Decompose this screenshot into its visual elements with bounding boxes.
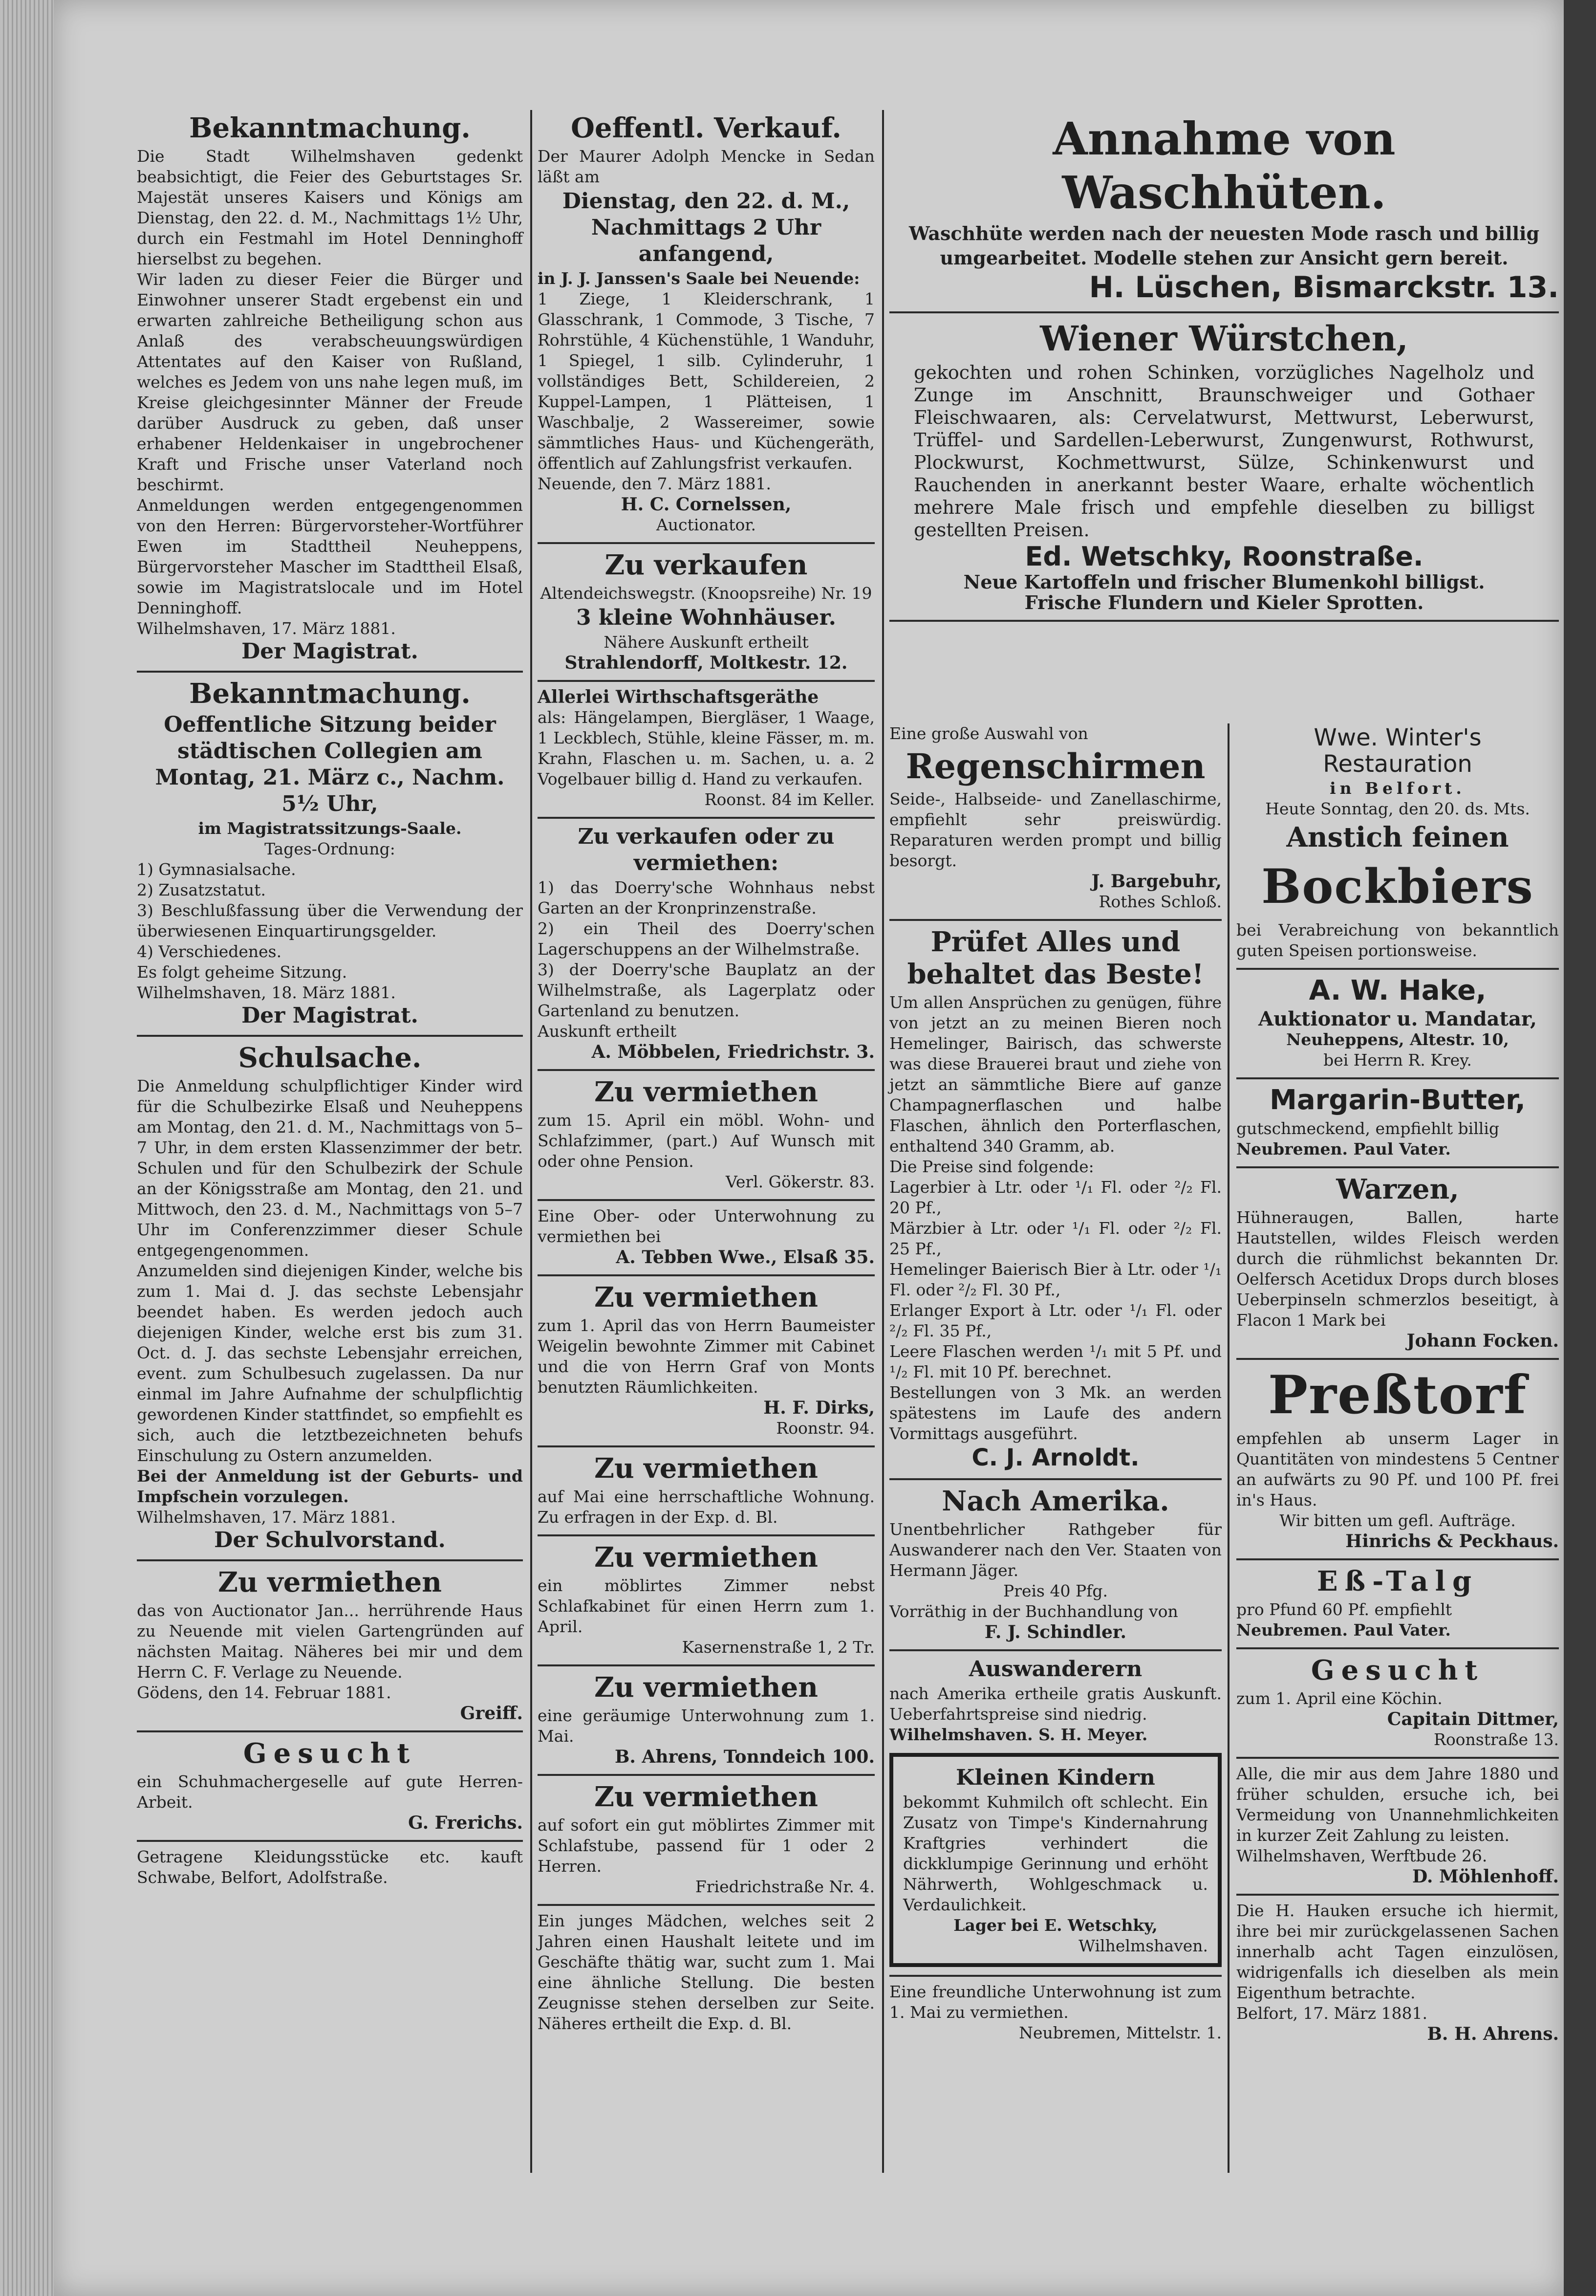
ad-schulsache — [137, 1042, 523, 1553]
ad-signature: Johann Focken. — [1406, 1331, 1559, 1351]
ad-body: Anzumelden sind diejenigen Kinder, welche bis zum 1. Mai d. J. das sechste Lebensjahr beendet haben. Es werden jedoch auch diejenigen Kinder, welche erst bis zum 31. Oct. d. J. das sechste Lebensjahr erreichen, event. zum Schulbesuch zugelassen. Da nur einmal im Jahre Aufnahme der schulpflichtig gewordenen Kinder stattfindet, so empfiehlt es sich, auch die letztbezeichneten behufs Einschulung zu Ostern anzumelden. — [137, 1261, 523, 1465]
ad-signature: B. Ahrens, Tonndeich 100. — [614, 1747, 875, 1767]
ad-title: Kleinen Kindern — [956, 1765, 1155, 1790]
ad-body: bei Verabreichung von bekanntlich guten Speisen portionsweise. — [1236, 920, 1559, 960]
ad-price: Preis 40 Pfg. — [1003, 1581, 1108, 1600]
ad-hake — [1236, 975, 1559, 1071]
divider — [137, 671, 523, 673]
ad-oeffentl-verkauf — [538, 112, 875, 535]
ad-bekanntmachung-feier — [137, 112, 523, 664]
ad-subtitle: 3 kleine Wohnhäuser. — [576, 605, 837, 630]
ad-winter-restauration — [1236, 724, 1559, 961]
ad-title: Zu verkaufen oder zu vermiethen: — [578, 824, 835, 875]
ad-signature-address: Rothes Schloß. — [1099, 892, 1222, 911]
divider — [889, 620, 1559, 622]
ad-zu-verkaufen-haeuser — [538, 549, 875, 673]
ad-presstorf — [1236, 1365, 1559, 1552]
ad-title: Nach Amerika. — [942, 1485, 1169, 1517]
ad-ober-unterwohnung — [538, 1206, 875, 1268]
divider — [1236, 1757, 1559, 1759]
price-item: Erlanger Export à Ltr. oder ¹/₁ Fl. oder ²/₂ Fl. 35 Pf., — [889, 1301, 1222, 1340]
price-item: Hemelinger Baierisch Bier à Ltr. oder ¹/₁ Fl. oder ²/₂ Fl. 30 Pf., — [889, 1260, 1222, 1299]
ad-note: Es folgt geheime Sitzung. — [137, 962, 347, 982]
divider — [538, 1664, 875, 1666]
ad-signature: Neubremen. Paul Vater. — [1236, 1620, 1451, 1640]
ad-bekanntmachung-sitzung — [137, 678, 523, 1028]
ad-signature: Der Magistrat. — [241, 1003, 418, 1028]
ad-signature: Der Schulvorstand. — [214, 1528, 446, 1553]
ad-signature: H. Lüschen, Bismarckstr. 13. — [1089, 270, 1559, 305]
ad-title: Zu verkaufen — [604, 549, 808, 581]
ad-vermiethen-haus — [137, 1566, 523, 1724]
ad-body: eine geräumige Unterwohnung zum 1. Mai. — [538, 1706, 875, 1746]
ad-signature-address: Roonstr. 94. — [776, 1419, 875, 1438]
ad-title: Zu vermiethen — [594, 1541, 818, 1574]
divider — [538, 542, 875, 544]
divider — [1236, 1166, 1559, 1168]
ad-pruefet-alles — [889, 926, 1222, 1471]
price-item: Leere Flaschen werden ¹/₁ mit 5 Pf. und ¹/₂ Fl. mit 10 Pf. berechnet. — [889, 1342, 1222, 1381]
ad-date: Gödens, den 14. Februar 1881. — [137, 1683, 391, 1702]
ad-place: im Magistratssitzungs-Saale. — [198, 819, 462, 838]
ad-signature-place: Wilhelmshaven. — [1078, 1936, 1208, 1955]
ad-date: Neuende, den 7. März 1881. — [538, 474, 772, 493]
ad-signature: Neubremen, Mittelstr. 1. — [1019, 2023, 1222, 2042]
ad-vermiethen-3 — [538, 1452, 875, 1528]
ad-title: Prüfet Alles und behaltet das Beste! — [907, 926, 1204, 990]
ad-vermiethen-5 — [538, 1671, 875, 1767]
ad-title: A. W. Hake, — [1309, 975, 1487, 1006]
ad-body: Anmeldungen werden entgegengenommen von den Herren: Bürgervorsteher-Wortführer Ewen im Stadttheil Neuheppens, Bürgervorsteher Mascher im Stadttheil Elsaß, sowie im Magistratslocale und im Hotel Denninghoff. — [137, 496, 523, 617]
divider — [1236, 1894, 1559, 1896]
ad-vermiethen-2 — [538, 1281, 875, 1439]
ad-title: Eß-Talg — [1316, 1565, 1479, 1597]
ad-extra: Frische Flundern und Kieler Sprotten. — [1024, 591, 1424, 613]
divider — [1236, 1077, 1559, 1079]
ad-body: Hühneraugen, Ballen, harte Hautstellen, wildes Fleisch werden durch die rühmlichst bekannten Dr. Oelfersch Acetidux Drops durch bloses Ueberpinseln schmerzlos beseitigt, à Flacon 1 Mark bei — [1236, 1208, 1559, 1330]
ad-date: Heute Sonntag, den 20. ds. Mts. — [1265, 799, 1530, 818]
divider — [889, 919, 1222, 921]
ad-place: in J. J. Janssen's Saale bei Neuende: — [538, 269, 860, 288]
ad-title: Zu vermiethen — [594, 1452, 818, 1485]
ad-body: Die Stadt Wilhelmshaven gedenkt beabsichtigt, die Feier des Geburtstages Sr. Majestät unseres Kaisers und Königs am Dienstag, den 22. d. M., Nachmittags 1½ Uhr, durch ein Festmahl im Hotel Denninghoff hierselbst zu begehen. — [137, 147, 523, 268]
top-right-block — [889, 110, 1559, 627]
ad-body: gutschmeckend, empfiehlt billig — [1236, 1119, 1500, 1138]
ad-intro: Der Maurer Adolph Mencke in Sedan läßt am — [538, 147, 875, 186]
column-rule — [1228, 723, 1229, 2173]
divider — [137, 1730, 523, 1732]
ad-title: Zu vermiethen — [218, 1566, 442, 1598]
ad-title: Regenschirmen — [906, 746, 1206, 787]
ad-body: Alle, die mir aus dem Jahre 1880 und früher schulden, ersuche ich, bei Vermeidung von Unannehmlichkeiten in kurzer Zeit Zahlung zu leisten. — [1236, 1764, 1559, 1845]
ad-signature: G. Frerichs. — [408, 1813, 523, 1833]
ad-date: Wilhelmshaven, 17. März 1881. — [137, 619, 396, 638]
ad-body: zum 1. April das von Herrn Baumeister Weigelin bewohnte Zimmer mit Cabinet und die von Herrn Graf von Monts benutzten Räumlichkeiten. — [538, 1316, 875, 1397]
ad-subtitle: Dienstag, den 22. d. M., Nachmittags 2 Uhr anfangend, — [562, 189, 850, 266]
ad-signature: Lager bei E. Wetschky, — [953, 1916, 1158, 1935]
ad-body: das von Auctionator Jan... herrührende Haus zu Neuende mit vielen Gartengründen auf nächsten Maitag. Näheres bei mir und dem Herrn C. F. Verlage zu Neuende. — [137, 1601, 523, 1682]
ad-signature: Ed. Wetschky, Roonstraße. — [1025, 541, 1423, 572]
agenda-item: 4) Verschiedenes. — [137, 942, 282, 961]
divider — [538, 1774, 875, 1776]
ad-body: Waschhüte werden nach der neuesten Mode rasch und billig umgearbeitet. Modelle stehen zur Ansicht gern bereit. — [908, 222, 1540, 269]
ad-schulden — [1236, 1764, 1559, 1887]
ad-headline: Bockbiers — [1261, 859, 1534, 914]
ad-title: Zu vermiethen — [594, 1671, 818, 1704]
ad-title: Auswanderern — [969, 1657, 1143, 1682]
ad-signature: H. F. Dirks, — [763, 1398, 875, 1418]
ad-address: Altendeichswegstr. (Knoopsreihe) Nr. 19 — [540, 584, 872, 603]
page-edge — [0, 0, 54, 2296]
agenda-label: Tages-Ordnung: — [264, 839, 395, 858]
ad-waschhuete — [889, 112, 1559, 305]
ad-margarin — [1236, 1084, 1559, 1159]
ad-body: auf Mai eine herrschaftliche Wohnung. Zu erfragen in der Exp. d. Bl. — [538, 1487, 875, 1527]
ad-intro: Eine große Auswahl von — [889, 724, 1088, 743]
column-4 — [1236, 723, 1559, 2051]
divider — [137, 1035, 523, 1037]
ad-date: Belfort, 17. März 1881. — [1236, 2004, 1427, 2023]
ad-signature: Friedrichstraße Nr. 4. — [695, 1877, 875, 1896]
divider — [1236, 1647, 1559, 1649]
divider — [538, 1534, 875, 1536]
ad-title: Zu vermiethen — [594, 1076, 818, 1108]
ad-title: Warzen, — [1336, 1173, 1459, 1205]
agenda-item: 3) Beschlußfassung über die Verwendung der überwiesenen Einquartirungsgelder. — [137, 901, 523, 940]
ad-signature: Strahlendorff, Moltkestr. 12. — [564, 653, 848, 673]
ad-signature: Greiff. — [460, 1703, 523, 1724]
ad-signature: Hinrichs & Peckhaus. — [1345, 1531, 1559, 1552]
divider — [538, 1274, 875, 1276]
ad-title: Bekanntmachung. — [189, 112, 471, 144]
ad-note: Bestellungen von 3 Mk. an werden spätestens im Laufe des andern Vormittags ausgeführt. — [889, 1383, 1222, 1443]
divider — [889, 1478, 1222, 1480]
ad-body: Bei der Anmeldung ist der Geburts- und Impfschein vorzulegen. — [137, 1466, 523, 1506]
ad-title: Margarin-Butter, — [1270, 1084, 1526, 1116]
ad-note: Wir bitten um gefl. Aufträge. — [1279, 1511, 1516, 1530]
ad-body: auf sofort ein gut möblirtes Zimmer mit Schlafstube, passend für 1 oder 2 Herren. — [538, 1815, 875, 1876]
ad-signature: F. J. Schindler. — [984, 1622, 1127, 1642]
ad-auswanderern — [889, 1656, 1222, 1745]
ad-signature: A. Möbbelen, Friedrichstr. 3. — [591, 1042, 875, 1062]
ad-body: Eine Ober- oder Unterwohnung zu vermiethen bei — [538, 1206, 875, 1246]
ad-title: Wiener Würstchen, — [1040, 318, 1408, 359]
ad-body: pro Pfund 60 Pf. empfiehlt — [1236, 1600, 1452, 1619]
divider — [1236, 1358, 1559, 1360]
ad-vermiethen-1 — [538, 1076, 875, 1192]
ad-store: Vorräthig in der Buchhandlung von — [889, 1602, 1178, 1621]
ad-body: Die H. Hauken ersuche ich hiermit, ihre bei mir zurückgelassenen Sachen innerhalb acht Tagen einzulösen, widrigenfalls ich dieselben als mein Eigenthum betrachte. — [1236, 1901, 1559, 2002]
divider — [137, 1559, 523, 1561]
ad-unterwohnung — [889, 1982, 1222, 2043]
ad-body: Eine freundliche Unterwohnung ist zum 1. Mai zu vermiethen. — [889, 1982, 1222, 2022]
ad-body: Wir laden zu dieser Feier die Bürger und Einwohner unserer Stadt ergebenst ein und erwarten zahlreiche Betheiligung schon aus Anlaß des verabscheuungswürdigen Attentates auf den Kaiser von Rußland, welches es Jedem von uns nahe legen muß, im Kreise gleichgesinnter Männer der Freude darüber Ausdruck zu geben, daß unser erhabener Heldenkaiser in ungebrochener Kraft und Frische unser Vaterland noch beschirmt. — [137, 270, 523, 494]
ad-signature-address: Roonstraße 13. — [1433, 1730, 1559, 1749]
ad-subtitle: Anstich feinen — [1286, 821, 1509, 853]
divider — [889, 1975, 1222, 1977]
ad-body: zum 15. April ein möbl. Wohn- und Schlafzimmer, (part.) Auf Wunsch mit oder ohne Pension. — [538, 1111, 875, 1171]
ad-gesucht-schuhmacher — [137, 1737, 523, 1833]
ad-nach-amerika — [889, 1485, 1222, 1642]
ad-subtitle: Oeffentliche Sitzung beider städtischen Collegien am Montag, 21. März c., Nachm. 5½ Uhr, — [155, 712, 505, 816]
column-3 — [889, 723, 1222, 2050]
ad-body: Die Anmeldung schulpflichtiger Kinder wird für die Schulbezirke Elsaß und Neuheppens am Montag, den 21. d. M., Nachmittags von 5–7 Uhr, in dem ersten Klassenzimmer der betr. Schulen und für den Schulbezirk der Schule an der Königsstraße am Montag, den 21. und Mittwoch, den 23. d. M., Nachmittags von 5–7 Uhr im Conferenzzimmer dieser Schule entgegengenommen. — [137, 1076, 523, 1260]
divider — [538, 1445, 875, 1447]
ad-signature: H. C. Cornelssen, — [621, 494, 792, 515]
ad-kleinen-kindern — [889, 1753, 1222, 1967]
offer-item: 1) das Doerry'sche Wohnhaus nebst Garten an der Kronprinzenstraße. — [538, 878, 875, 918]
ad-signature: A. Tebben Wwe., Elsaß 35. — [616, 1247, 875, 1268]
ad-date: Wilhelmshaven, 17. März 1881. — [137, 1508, 396, 1527]
divider — [538, 1904, 875, 1906]
divider — [137, 1840, 523, 1842]
divider — [889, 1649, 1222, 1651]
ad-body: zum 1. April eine Köchin. — [1236, 1689, 1443, 1708]
offer-item: 3) der Doerry'sche Bauplatz an der Wilhelmstraße, als Lagerplatz oder Gartenland zu benutzen. — [538, 960, 875, 1020]
ad-subtitle: Auktionator u. Mandatar, — [1258, 1007, 1537, 1030]
ad-body: 1 Ziege, 1 Kleiderschrank, 1 Glasschrank, 1 Commode, 3 Tische, 7 Rohrstühle, 4 Küchenstühle, 1 Wanduhr, 1 Spiegel, 1 silb. Cylinderuhr, 1 vollständiges Bett, Schildereien, 2 Kuppel-Lampen, 1 Plätteisen, 1 Waschbalje, 2 Wassereimer, sowie sämmtliches Haus- und Küchengeräth, öffentlich auf Zahlungsfrist verkaufen. — [538, 289, 875, 473]
column-1 — [137, 110, 523, 1888]
column-rule — [882, 110, 884, 2173]
ad-title: Gesucht — [1311, 1654, 1485, 1686]
ad-signature: C. J. Arnoldt. — [971, 1444, 1140, 1471]
ad-signature: Capitain Dittmer, — [1387, 1709, 1559, 1729]
divider — [538, 680, 875, 682]
ad-address: Neuheppens, Altestr. 10, — [1286, 1030, 1509, 1049]
ad-signature-role: Auctionator. — [656, 515, 756, 534]
ad-hauken — [1236, 1901, 1559, 2044]
ad-vermiethen-4 — [538, 1541, 875, 1658]
divider — [1236, 968, 1559, 970]
ad-verkaufen-vermiethen — [538, 824, 875, 1062]
divider — [889, 311, 1559, 313]
offer-list — [538, 877, 875, 1021]
ad-title: Preßtorf — [1268, 1364, 1528, 1426]
ad-signature: B. H. Ahrens. — [1427, 2024, 1559, 2044]
ad-info: Nähere Auskunft ertheilt — [604, 633, 809, 652]
ad-info: Auskunft ertheilt — [538, 1022, 677, 1041]
agenda-list — [137, 859, 523, 962]
ad-title: Schulsache. — [238, 1042, 422, 1074]
ad-body: ein Schuhmachergeselle auf gute Herren-Arbeit. — [137, 1772, 523, 1812]
ad-wirthschaftsgeraethe — [538, 687, 875, 810]
divider — [538, 817, 875, 819]
column-2 — [538, 110, 875, 2034]
ad-title: Gesucht — [243, 1737, 417, 1770]
ad-signature: Kasernenstraße 1, 2 Tr. — [682, 1638, 875, 1657]
ad-body: als: Hängelampen, Biergläser, 1 Waage, 1 Leckblech, Stühle, kleine Fässer, m. m. Krahn, Flaschen u. m. Sachen, u. a. 2 Vogelbauer billig d. Hand zu verkaufen. — [538, 708, 875, 788]
ad-title: Wwe. Winter's Restauration — [1314, 724, 1482, 778]
ad-title: Zu vermiethen — [594, 1281, 818, 1313]
ad-body: Um allen Ansprüchen zu genügen, führe von jetzt an zu meinen Bieren noch Hemelinger, Bairisch, das schwerste was diese Brauerei braut und ziehe von jetzt an sämmtliche Biere auf ganze Champagnerflaschen und halbe Flaschen, ähnlich den Porterflaschen, enthaltend 340 Gramm, ab. — [889, 993, 1222, 1156]
ad-body: gekochten und rohen Schinken, vorzügliches Nagelholz und Zunge im Anschnitt, Braunschweiger und Gothaer Fleischwaaren, als: Cervelatwurst, Mettwurst, Leberwurst, Trüffel- und Sardellen-Leberwurst, Zungenwurst, Rothwurst, Plockwurst, Kochmettwurst, Sülze, Schinkenwurst und Rauchenden in anerkannt bester Waare, erhalte wöchentlich mehrere Male frisch und empfehle dieselben zu billigst gestellten Preisen. — [914, 362, 1534, 541]
agenda-item: 2) Zusatzstatut. — [137, 880, 266, 899]
ad-date: Wilhelmshaven, Werftbude 26. — [1236, 1846, 1488, 1865]
ad-title: Allerlei Wirthschaftsgeräthe — [538, 687, 819, 707]
ad-body: bekommt Kuhmilch oft schlecht. Ein Zusatz von Timpe's Kindernahrung Kraftgries verhindert die dickklumpige Gerinnung und erhöht Nährwerth, Wohlgeschmack u. Verdaulichkeit. — [903, 1793, 1208, 1914]
ad-body: nach Amerika ertheile gratis Auskunft. Ueberfahrtspreise sind niedrig. — [889, 1684, 1222, 1724]
ad-signature: Roonst. 84 im Keller. — [704, 790, 875, 809]
ad-address-extra: bei Herrn R. Krey. — [1323, 1050, 1472, 1070]
ad-body: Unentbehrlicher Rathgeber für Auswanderer nach den Ver. Staaten von Hermann Jäger. — [889, 1520, 1222, 1580]
ad-wiener-wuerstchen — [889, 318, 1559, 613]
ad-signature: Neubremen. Paul Vater. — [1236, 1139, 1451, 1159]
ad-title: Bekanntmachung. — [189, 678, 471, 710]
ad-date: Wilhelmshaven, 18. März 1881. — [137, 983, 396, 1002]
ad-extra: Neue Kartoffeln und frischer Blumenkohl billigst. — [963, 571, 1485, 593]
divider — [538, 1069, 875, 1071]
ad-vermiethen-6 — [538, 1781, 875, 1897]
column-rule — [530, 110, 532, 2173]
ad-junges-maedchen: Ein junges Mädchen, welches seit 2 Jahren einen Haushalt leitete und im Geschäfte thätig war, sucht zum 1. Mai eine ähnliche Stellung. Die besten Zeugnisse stehen derselben zur Seite. Näheres ertheilt die Exp. d. Bl. — [538, 1911, 875, 2033]
prices-label: Die Preise sind folgende: — [889, 1157, 1094, 1176]
ad-kleidung: Getragene Kleidungsstücke etc. kauft Schwabe, Belfort, Adolfstraße. — [137, 1847, 523, 1887]
ad-gesucht-koechin — [1236, 1654, 1559, 1750]
price-list — [889, 1177, 1222, 1382]
ad-signature: J. Bargebuhr, — [1091, 871, 1222, 892]
ad-title: Annahme von Waschhüten. — [1053, 112, 1396, 219]
offer-item: 2) ein Theil des Doerry'schen Lagerschuppens an der Wilhelmstraße. — [538, 919, 875, 959]
ad-body: empfehlen ab unserm Lager in Quantitäten von mindestens 5 Centner an aufwärts zu 90 Pf. und 100 Pf. frei in's Haus. — [1236, 1429, 1559, 1509]
ad-title: Zu vermiethen — [594, 1781, 818, 1813]
ad-signature: Verl. Gökerstr. 83. — [726, 1172, 875, 1191]
ad-body: ein möblirtes Zimmer nebst Schlafkabinet für einen Herrn zum 1. April. — [538, 1576, 875, 1636]
ad-signature: Der Magistrat. — [241, 639, 418, 664]
ad-ess-talg — [1236, 1565, 1559, 1640]
ad-title: Oeffentl. Verkauf. — [571, 112, 841, 144]
divider — [1236, 1558, 1559, 1560]
price-item: Lagerbier à Ltr. oder ¹/₁ Fl. oder ²/₂ Fl. 20 Pf., — [889, 1178, 1222, 1217]
ad-signature: Wilhelmshaven. S. H. Meyer. — [889, 1725, 1148, 1744]
ad-signature: D. Möhlenhoff. — [1412, 1866, 1559, 1887]
ad-warzen — [1236, 1173, 1559, 1351]
ad-place: in Belfort. — [1330, 779, 1466, 798]
price-item: Märzbier à Ltr. oder ¹/₁ Fl. oder ²/₂ Fl. 25 Pf., — [889, 1219, 1222, 1258]
divider — [538, 1199, 875, 1201]
ad-regenschirme — [889, 723, 1222, 912]
agenda-item: 1) Gymnasialsache. — [137, 860, 296, 879]
ad-body: Seide-, Halbseide- und Zanellaschirme, empfiehlt sehr preiswürdig. Reparaturen werden prompt und billig besorgt. — [889, 789, 1222, 870]
